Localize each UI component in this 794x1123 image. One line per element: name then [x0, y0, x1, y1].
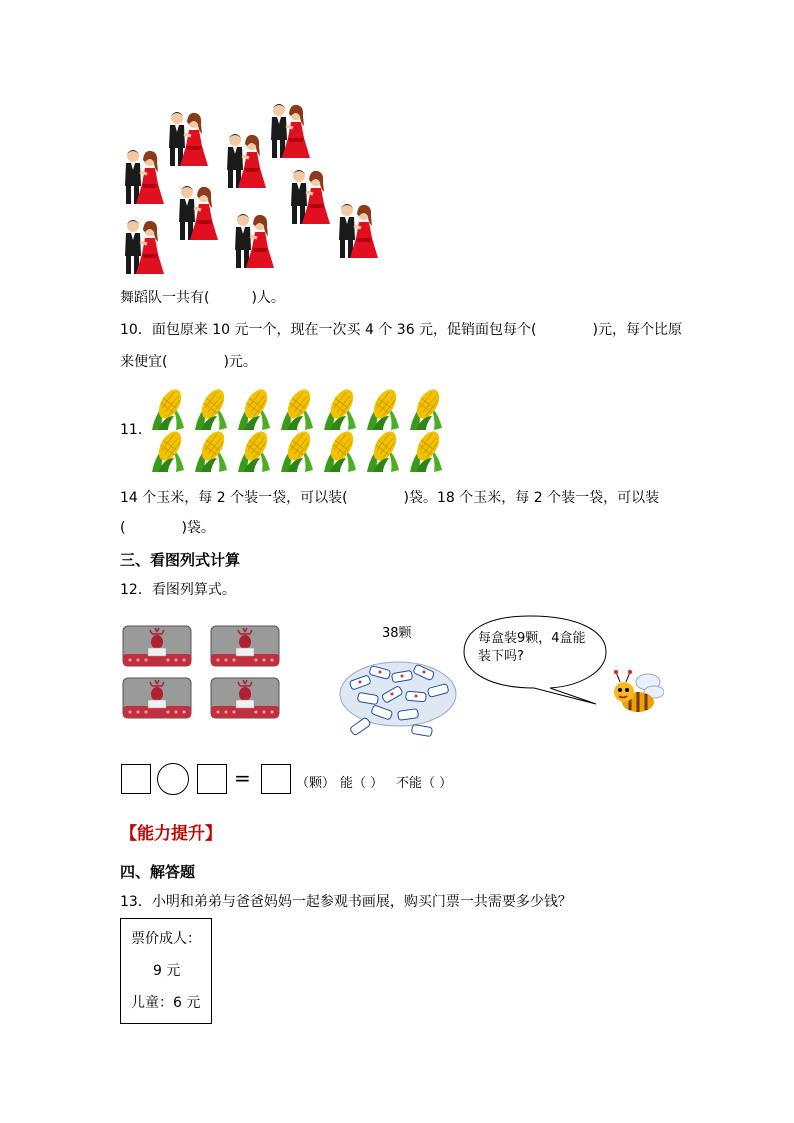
- candy-tin-icon: [122, 624, 192, 668]
- answer-box-3[interactable]: [261, 764, 291, 794]
- corn-icon: [363, 386, 403, 432]
- q9-caption: 舞蹈队一共有( )人。: [120, 290, 285, 306]
- corn-icon: [406, 428, 446, 474]
- dancing-couple-icon: [222, 130, 268, 192]
- corn-icon: [148, 428, 188, 474]
- corn-icon: [320, 386, 360, 432]
- dancing-couple-icon: [266, 100, 312, 162]
- dancing-couple-icon: [230, 210, 276, 272]
- candy-tin-icon: [210, 624, 280, 668]
- corn-icon: [277, 428, 317, 474]
- bubble-line1: 每盒装9颗，4盒能: [478, 631, 586, 646]
- answer-box-1[interactable]: [121, 764, 151, 794]
- ticket-line3: 儿童：6 元: [131, 995, 201, 1011]
- corn-icon: [191, 428, 231, 474]
- operator-circle[interactable]: [157, 763, 189, 795]
- ticket-line1: 票价成人：: [131, 931, 201, 947]
- candy-tin-icon: [210, 676, 280, 720]
- dancing-couple-icon: [164, 108, 210, 170]
- dancing-couple-icon: [286, 166, 332, 228]
- dancing-couple-icon: [120, 216, 166, 278]
- bee-icon: [608, 668, 664, 718]
- corn-icon: [277, 386, 317, 432]
- candy-pile-icon: [336, 642, 462, 738]
- corn-icon: [234, 386, 274, 432]
- q10-line2: 来便宜( )元。: [120, 354, 257, 370]
- bubble-line2: 装下吗?: [478, 649, 524, 664]
- equals-sign: =: [234, 766, 251, 790]
- dancing-couple-icon: [334, 200, 380, 262]
- dancing-couple-icon: [120, 146, 166, 208]
- corn-icon: [148, 386, 188, 432]
- ticket-price-box: [120, 918, 212, 1024]
- can-option[interactable]: 能（ ）: [340, 776, 384, 791]
- q13-prompt: 13．小明和弟弟与爸爸妈妈一起参观书画展，购买门票一共需要多少钱？: [120, 894, 572, 910]
- q12-prompt: 12．看图列算式。: [120, 582, 236, 598]
- q11-line1: 14 个玉米，每 2 个装一袋，可以装( )袋。18 个玉米，每 2 个装一袋，可以装: [120, 490, 660, 506]
- candy-count-label: 38颗: [382, 626, 412, 641]
- q10-line1: 10．面包原来 10 元一个，现在一次买 4 个 36 元，促销面包每个( )元，每个比原: [120, 322, 682, 338]
- corn-icon: [363, 428, 403, 474]
- corn-icon: [406, 386, 446, 432]
- corn-icon: [320, 428, 360, 474]
- candy-tin-icon: [122, 676, 192, 720]
- section-4-title: 四、解答题: [120, 863, 196, 881]
- cannot-option[interactable]: 不能（ ）: [396, 776, 453, 791]
- unit-label: （颗）: [296, 776, 336, 791]
- corn-icon: [234, 428, 274, 474]
- ability-heading: 【能力提升】: [120, 824, 222, 844]
- ticket-line2: 9 元: [153, 963, 181, 979]
- section-3-title: 三、看图列式计算: [120, 551, 241, 569]
- corn-icon: [191, 386, 231, 432]
- dancing-couple-icon: [174, 182, 220, 244]
- q11-number: 11．: [120, 422, 152, 438]
- answer-box-2[interactable]: [197, 764, 227, 794]
- q11-line2: ( )袋。: [120, 520, 215, 536]
